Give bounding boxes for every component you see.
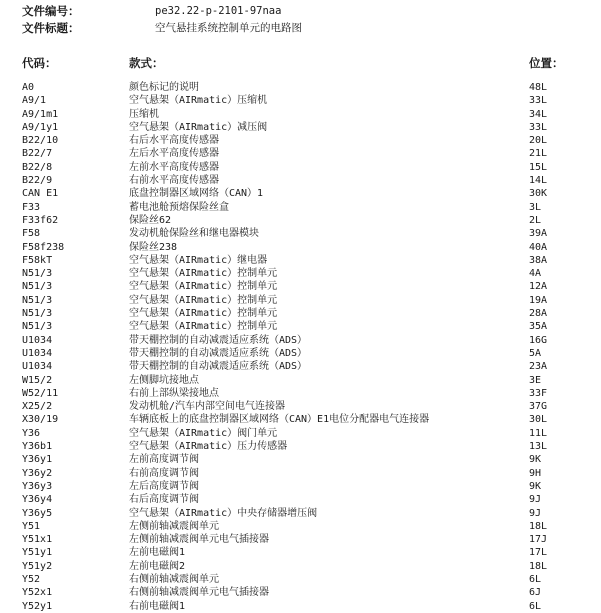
component-position: 11L xyxy=(529,427,548,439)
component-code: A9/1m1 xyxy=(22,108,59,120)
component-code: U1034 xyxy=(22,334,53,346)
component-position: 6L xyxy=(529,600,542,612)
component-position: 13L xyxy=(529,441,548,453)
component-description: 保险丝238 xyxy=(129,241,178,253)
component-description: 空气悬架（AIRmatic）压缩机 xyxy=(129,95,268,107)
component-position: 23A xyxy=(529,361,548,373)
table-row xyxy=(0,427,601,440)
component-code: Y52x1 xyxy=(22,587,53,599)
component-description: 发动机舱/汽车内部空间电气连接器 xyxy=(129,401,286,413)
table-row xyxy=(0,600,601,613)
table-row xyxy=(0,134,601,147)
component-code: Y51x1 xyxy=(22,534,53,546)
table-row xyxy=(0,573,601,586)
table-row xyxy=(0,453,601,466)
component-description: 右前水平高度传感器 xyxy=(129,175,219,187)
table-row xyxy=(0,387,601,400)
component-description: 颜色标记的说明 xyxy=(129,82,199,93)
component-code: N51/3 xyxy=(22,294,53,306)
table-row xyxy=(0,227,601,240)
component-position: 21L xyxy=(529,148,548,160)
table-row xyxy=(0,94,601,107)
component-position: 6L xyxy=(529,573,542,585)
component-position: 38A xyxy=(529,254,548,266)
column-header-code: 代码： xyxy=(22,56,57,70)
table-row xyxy=(0,467,601,480)
component-code: F58kT xyxy=(22,254,53,266)
component-position: 9J xyxy=(529,507,542,519)
component-code: Y36y4 xyxy=(22,494,53,506)
table-row xyxy=(0,586,601,599)
component-description: 右前上部纵梁接地点 xyxy=(129,387,219,399)
component-code: B22/10 xyxy=(22,135,59,147)
component-code: Y52y1 xyxy=(22,600,53,612)
component-description: 左侧脚坑接地点 xyxy=(129,374,199,386)
table-row xyxy=(0,241,601,254)
table-row xyxy=(0,520,601,533)
component-description: 右前高度调节阀 xyxy=(129,467,199,479)
table-row xyxy=(0,347,601,360)
component-code: F33f62 xyxy=(22,214,59,226)
component-position: 2L xyxy=(529,214,542,226)
component-position: 20L xyxy=(529,135,548,147)
component-description: 空气悬架（AIRmatic）控制单元 xyxy=(129,321,278,333)
column-header-description: 款式： xyxy=(129,56,164,70)
component-position: 19A xyxy=(529,294,548,306)
table-row xyxy=(0,147,601,160)
component-code: W52/11 xyxy=(22,387,59,399)
component-position: 14L xyxy=(529,175,548,187)
table-row xyxy=(0,334,601,347)
component-description: 空气悬架（AIRmatic）控制单元 xyxy=(129,268,278,280)
component-code: N51/3 xyxy=(22,281,53,293)
component-description: 空气悬架（AIRmatic）压力传感器 xyxy=(129,441,288,453)
table-row xyxy=(0,493,601,506)
component-position: 30L xyxy=(529,414,548,426)
component-position: 34L xyxy=(529,108,548,120)
component-code: B22/7 xyxy=(22,148,53,160)
component-description: 左前水平高度传感器 xyxy=(129,161,219,173)
doc-title-label: 文件标题： xyxy=(22,21,80,35)
table-row xyxy=(0,267,601,280)
component-position: 3L xyxy=(529,201,542,213)
component-code: A9/1y1 xyxy=(22,121,59,133)
component-description: 右侧前轴减震阀单元电气插接器 xyxy=(129,587,269,599)
component-description: 空气悬架（AIRmatic）控制单元 xyxy=(129,294,278,306)
component-description: 空气悬架（AIRmatic）阀门单元 xyxy=(129,427,278,439)
component-description: 左侧前轴减震阀单元电气插接器 xyxy=(129,534,269,546)
component-code: U1034 xyxy=(22,347,53,359)
component-code: Y36 xyxy=(22,427,41,439)
component-description: 空气悬架（AIRmatic）控制单元 xyxy=(129,281,278,293)
component-description: 带天棚控制的自动减震适应系统（ADS） xyxy=(129,347,308,359)
component-code: X30/19 xyxy=(22,414,59,426)
component-description: 左侧前轴减震阀单元 xyxy=(129,520,219,532)
component-code: Y51y1 xyxy=(22,547,53,559)
component-description: 车辆底板上的底盘控制器区域网络（CAN）E1电位分配器电气连接器 xyxy=(129,414,430,426)
component-description: 左后水平高度传感器 xyxy=(129,148,219,160)
component-code: F33 xyxy=(22,201,41,213)
component-position: 5A xyxy=(529,347,542,359)
component-position: 9J xyxy=(529,494,542,506)
component-position: 33L xyxy=(529,121,548,133)
component-code: Y36b1 xyxy=(22,441,53,453)
component-position: 17L xyxy=(529,547,548,559)
component-code: U1034 xyxy=(22,361,53,373)
component-table xyxy=(0,81,601,613)
table-row xyxy=(0,307,601,320)
component-code: Y51 xyxy=(22,520,41,532)
component-description: 发动机舱保险丝和继电器模块 xyxy=(129,228,259,240)
component-position: 48L xyxy=(529,82,548,93)
table-row xyxy=(0,254,601,267)
component-code: X25/2 xyxy=(22,401,53,413)
doc-title-value: 空气悬挂系统控制单元的电路图 xyxy=(155,22,302,34)
table-row xyxy=(0,81,601,94)
table-row xyxy=(0,320,601,333)
table-row xyxy=(0,108,601,121)
component-description: 右侧前轴减震阀单元 xyxy=(129,573,219,585)
component-position: 33F xyxy=(529,387,548,399)
component-position: 18L xyxy=(529,520,548,532)
table-row xyxy=(0,161,601,174)
component-position: 3E xyxy=(529,374,542,386)
column-header-position: 位置： xyxy=(529,56,564,70)
component-description: 空气悬架（AIRmatic）控制单元 xyxy=(129,308,278,320)
component-description: 空气悬架（AIRmatic）减压阀 xyxy=(129,121,268,133)
component-description: 带天棚控制的自动减震适应系统（ADS） xyxy=(129,334,308,346)
table-row xyxy=(0,201,601,214)
component-description: 右后高度调节阀 xyxy=(129,494,199,506)
table-row xyxy=(0,214,601,227)
component-position: 9K xyxy=(529,480,542,492)
component-position: 9H xyxy=(529,467,542,479)
table-row xyxy=(0,533,601,546)
component-position: 6J xyxy=(529,587,542,599)
component-description: 左后高度调节阀 xyxy=(129,480,199,492)
component-code: Y36y2 xyxy=(22,467,53,479)
component-code: Y36y3 xyxy=(22,480,53,492)
component-position: 9K xyxy=(529,454,542,466)
table-row xyxy=(0,560,601,573)
table-row xyxy=(0,413,601,426)
component-description: 压缩机 xyxy=(129,108,159,120)
component-position: 35A xyxy=(529,321,548,333)
component-code: Y36y1 xyxy=(22,454,53,466)
component-description: 底盘控制器区域网络（CAN）1 xyxy=(129,188,264,200)
component-position: 28A xyxy=(529,308,548,320)
component-code: F58f238 xyxy=(22,241,65,253)
component-description: 右前电磁阀1 xyxy=(129,600,186,612)
table-row xyxy=(0,174,601,187)
component-code: Y52 xyxy=(22,573,41,585)
component-code: N51/3 xyxy=(22,268,53,280)
component-position: 30K xyxy=(529,188,548,200)
component-position: 33L xyxy=(529,95,548,107)
component-code: Y51y2 xyxy=(22,560,53,572)
component-code: B22/9 xyxy=(22,175,53,187)
table-row xyxy=(0,294,601,307)
component-code: N51/3 xyxy=(22,321,53,333)
component-description: 左前电磁阀2 xyxy=(129,560,186,572)
component-description: 左前高度调节阀 xyxy=(129,454,199,466)
component-code: N51/3 xyxy=(22,308,53,320)
component-code: Y36y5 xyxy=(22,507,53,519)
component-description: 带天棚控制的自动减震适应系统（ADS） xyxy=(129,361,308,373)
component-description: 空气悬架（AIRmatic）继电器 xyxy=(129,254,268,266)
doc-number-label: 文件编号： xyxy=(22,4,80,18)
component-position: 4A xyxy=(529,268,542,280)
component-position: 18L xyxy=(529,560,548,572)
table-row xyxy=(0,360,601,373)
component-position: 40A xyxy=(529,241,548,253)
component-code: CAN E1 xyxy=(22,188,59,200)
doc-number-value: pe32.22-p-2101-97naa xyxy=(155,5,282,17)
table-row xyxy=(0,374,601,387)
component-description: 右后水平高度传感器 xyxy=(129,135,219,147)
table-row xyxy=(0,121,601,134)
table-row xyxy=(0,187,601,200)
component-position: 12A xyxy=(529,281,548,293)
component-code: A0 xyxy=(22,82,35,93)
table-row xyxy=(0,440,601,453)
component-description: 保险丝62 xyxy=(129,214,172,226)
component-code: W15/2 xyxy=(22,374,53,386)
component-description: 空气悬架（AIRmatic）中央存储器增压阀 xyxy=(129,507,318,519)
table-row xyxy=(0,480,601,493)
component-position: 15L xyxy=(529,161,548,173)
component-position: 39A xyxy=(529,228,548,240)
component-code: A9/1 xyxy=(22,95,47,107)
component-position: 17J xyxy=(529,534,548,546)
component-code: B22/8 xyxy=(22,161,53,173)
component-description: 蓄电池舱预熔保险丝盒 xyxy=(129,201,229,213)
table-row xyxy=(0,546,601,559)
table-row xyxy=(0,507,601,520)
table-row xyxy=(0,400,601,413)
table-row xyxy=(0,280,601,293)
component-description: 左前电磁阀1 xyxy=(129,547,186,559)
component-position: 37G xyxy=(529,401,548,413)
component-position: 16G xyxy=(529,334,548,346)
component-code: F58 xyxy=(22,228,41,240)
